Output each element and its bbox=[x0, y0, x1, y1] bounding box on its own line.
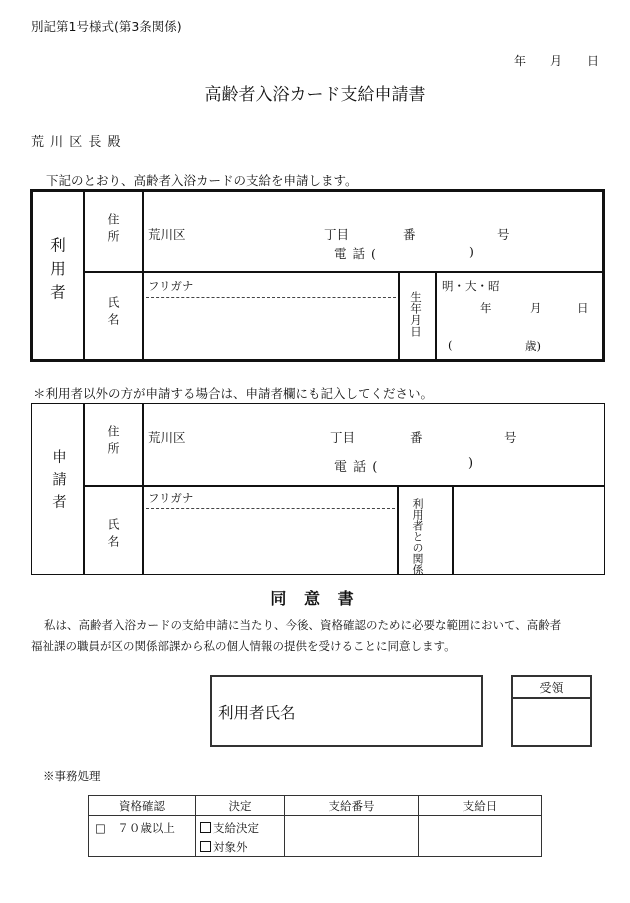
applicant-phone-label[interactable]: 電 話 ( bbox=[334, 460, 379, 475]
user-name-label: 氏名 bbox=[106, 296, 120, 330]
user-ban[interactable]: 番 bbox=[403, 227, 416, 242]
addressee: 荒 川 区 長 殿 bbox=[31, 135, 122, 150]
applicant-furigana-label: フリガナ bbox=[148, 491, 194, 505]
user-birth-day[interactable]: 日 bbox=[577, 301, 589, 315]
applicant-go[interactable]: 号 bbox=[504, 430, 517, 445]
user-city[interactable]: 荒川区 bbox=[148, 227, 186, 242]
user-chome[interactable]: 丁目 bbox=[324, 227, 350, 242]
office-header-number: 支給番号 bbox=[328, 799, 375, 813]
checkbox-icon bbox=[200, 822, 211, 833]
receipt-label: 受領 bbox=[539, 681, 564, 695]
office-header-decision: 決定 bbox=[228, 799, 252, 813]
applicant-city[interactable]: 荒川区 bbox=[148, 430, 186, 445]
applicant-chome[interactable]: 丁目 bbox=[330, 430, 356, 445]
user-birth-label: 生年月日 bbox=[409, 291, 423, 337]
decision-exclude-label: 対象外 bbox=[213, 840, 248, 854]
form-number: 別記第1号様式(第3条関係) bbox=[31, 19, 182, 34]
date-day-label: 日 bbox=[587, 54, 600, 68]
consent-title: 同 意 書 bbox=[270, 589, 360, 608]
page-title: 高齢者入浴カード支給申請書 bbox=[204, 85, 426, 105]
user-address-label: 住所 bbox=[106, 213, 120, 247]
consent-body-line2: 福祉課の職員が区の関係部課から私の個人情報の提供を受けることに同意します。 bbox=[31, 639, 456, 653]
applicant-ban[interactable]: 番 bbox=[410, 430, 423, 445]
decision-approve-checkbox[interactable] bbox=[200, 820, 259, 836]
user-era[interactable]: 明・大・昭 bbox=[442, 279, 500, 293]
user-phone-close: ) bbox=[469, 244, 474, 259]
user-birth-year[interactable]: 年 bbox=[480, 301, 492, 315]
office-number-field[interactable] bbox=[286, 817, 417, 855]
applicant-name-field[interactable] bbox=[146, 511, 395, 571]
office-header-qualification: 資格確認 bbox=[119, 799, 165, 813]
user-go[interactable]: 号 bbox=[497, 227, 510, 242]
date-month-label: 月 bbox=[550, 54, 563, 68]
applicant-name-label: 氏名 bbox=[106, 518, 120, 552]
user-section-label: 利用者 bbox=[48, 237, 66, 308]
user-age-suffix[interactable]: 歳) bbox=[525, 339, 541, 353]
applicant-section-label: 申請者 bbox=[50, 449, 66, 517]
applicant-relation-field[interactable] bbox=[455, 489, 601, 571]
signature-label: 利用者氏名 bbox=[218, 704, 296, 722]
intro-text: 下記のとおり、高齢者入浴カードの支給を申請します。 bbox=[46, 173, 358, 188]
applicant-furigana-line bbox=[146, 508, 395, 509]
user-furigana-label: フリガナ bbox=[148, 279, 194, 293]
applicant-phone-close: ) bbox=[468, 456, 474, 471]
decision-exclude-checkbox[interactable] bbox=[200, 839, 248, 855]
user-name-field[interactable] bbox=[146, 300, 396, 358]
date-year-label: 年 bbox=[514, 54, 527, 68]
qualification-checkbox[interactable]: □ ７０歳以上 bbox=[95, 821, 175, 835]
applicant-note: ＊利用者以外の方が申請する場合は、申請者欄にも記入してください。 bbox=[33, 386, 434, 401]
consent-body-line1: 私は、高齢者入浴カードの支給申請に当たり、今後、資格確認のために必要な範囲において、高齢者 bbox=[44, 618, 562, 632]
office-label: ※事務処理 bbox=[43, 769, 101, 783]
user-birth-month[interactable]: 月 bbox=[530, 301, 542, 315]
user-furigana-line bbox=[146, 297, 396, 298]
applicant-address-label: 住所 bbox=[106, 425, 120, 459]
office-date-field[interactable] bbox=[420, 817, 540, 855]
user-age-open: ( bbox=[448, 338, 453, 352]
user-phone-label[interactable]: 電 話 ( bbox=[334, 246, 377, 261]
checkbox-icon bbox=[200, 841, 211, 852]
office-header-date: 支給日 bbox=[462, 799, 498, 813]
decision-approve-label: 支給決定 bbox=[213, 821, 259, 835]
applicant-relation-label: 利用者との関係 bbox=[411, 498, 424, 575]
